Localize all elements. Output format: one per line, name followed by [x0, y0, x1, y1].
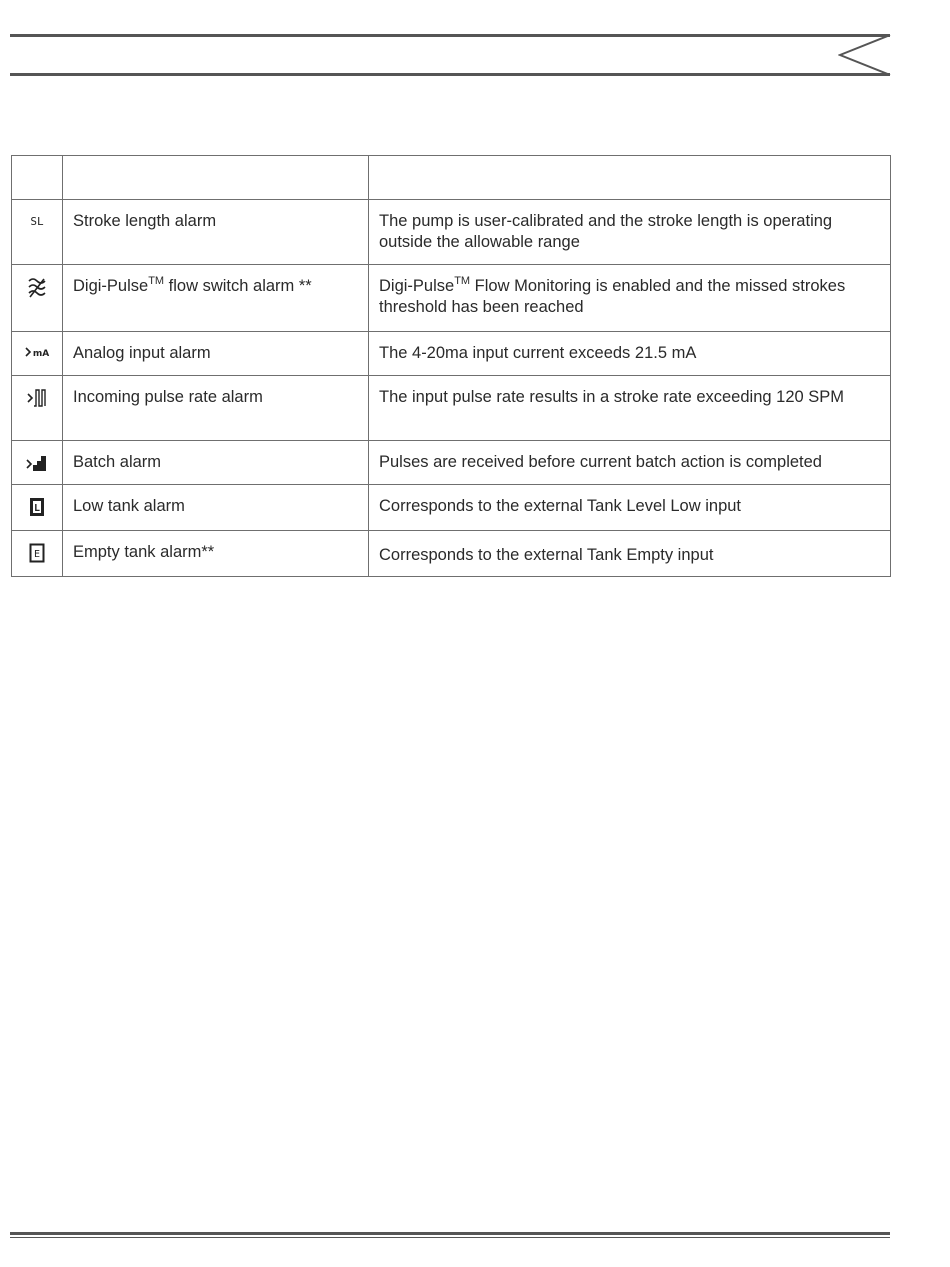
alarm-description-text: Digi-Pulse	[379, 277, 455, 295]
header-icon-column	[12, 156, 63, 200]
alarm-name-cell	[63, 265, 369, 332]
alarm-name	[63, 531, 368, 563]
flow-switch-icon	[26, 277, 48, 299]
trademark-mark: TM	[148, 275, 165, 287]
pulse-rate-icon	[26, 388, 48, 408]
low-tank-icon-text: L	[33, 503, 41, 514]
alarm-name	[63, 332, 368, 364]
icon-cell	[12, 265, 63, 332]
alarm-name	[63, 376, 368, 408]
alarm-name-text: Incoming pulse rate alarm	[73, 388, 263, 406]
alarm-name-cell	[63, 531, 369, 577]
trademark-mark: TM	[454, 275, 471, 287]
alarm-name-cell	[63, 485, 369, 531]
header-rule-top	[10, 34, 890, 37]
alarm-description-cell	[369, 200, 891, 265]
alarm-description-cell	[369, 265, 891, 332]
stroke-length-icon-text: SL	[30, 215, 44, 228]
icon-cell	[12, 441, 63, 485]
alarm-description-text: The input pulse rate results in a stroke rate exceeding 120 SPM	[379, 388, 845, 406]
alarm-description	[369, 441, 890, 473]
alarm-description-cell	[369, 376, 891, 441]
icon-cell	[12, 332, 63, 376]
alarm-description-cell	[369, 531, 891, 577]
alarm-description	[369, 200, 890, 253]
alarm-name-cell	[63, 200, 369, 265]
low-tank-icon	[29, 497, 45, 517]
table-row	[12, 200, 891, 265]
alarm-name	[63, 265, 368, 297]
empty-tank-icon	[29, 543, 45, 563]
analog-input-icon-text: mA	[32, 349, 50, 359]
alarm-description-cell	[369, 485, 891, 531]
table-row	[12, 441, 891, 485]
alarm-description	[369, 376, 890, 408]
alarm-name-text: Digi-Pulse	[73, 277, 149, 295]
table-row	[12, 485, 891, 531]
batch-icon	[25, 453, 49, 473]
icon-cell	[12, 200, 63, 265]
alarm-description	[369, 332, 890, 364]
alarm-name-text: Low tank alarm	[73, 497, 185, 515]
icon-cell	[12, 485, 63, 531]
alarm-description	[369, 485, 890, 517]
alarm-description-text: Corresponds to the external Tank Empty input	[379, 546, 714, 564]
alarm-name-cell	[63, 441, 369, 485]
alarm-name-text: Empty tank alarm**	[73, 543, 215, 561]
alarm-table	[11, 155, 891, 577]
table-row	[12, 265, 891, 332]
alarm-name	[63, 485, 368, 517]
alarm-name-suffix: flow switch alarm **	[164, 277, 312, 295]
alarm-description-text: Pulses are received before current batch action is completed	[379, 453, 822, 471]
alarm-name	[63, 441, 368, 473]
stroke-length-icon	[26, 212, 48, 230]
alarm-description-cell	[369, 441, 891, 485]
header-tab-chevron	[838, 34, 892, 76]
alarm-description-text: Corresponds to the external Tank Level Low input	[379, 497, 742, 515]
alarm-name-cell	[63, 376, 369, 441]
alarm-description-cell	[369, 332, 891, 376]
alarm-name-text: Analog input alarm	[73, 344, 211, 362]
alarm-description-text: The 4-20ma input current exceeds 21.5 mA	[379, 344, 697, 362]
table-row	[12, 376, 891, 441]
alarm-description	[369, 531, 890, 566]
alarm-description-suffix: Flow Monitoring is enabled and the missed strokes threshold has been reached	[379, 277, 846, 316]
analog-input-icon	[24, 344, 50, 360]
header-alarm-column	[63, 156, 369, 200]
alarm-name	[63, 200, 368, 232]
table-header-row	[12, 156, 891, 200]
alarm-name-text: Batch alarm	[73, 453, 162, 471]
footer-rule-thin	[10, 1237, 890, 1238]
alarm-description	[369, 265, 890, 318]
table-row	[12, 332, 891, 376]
header-description-column	[369, 156, 891, 200]
empty-tank-icon-text: E	[33, 549, 41, 560]
icon-cell	[12, 376, 63, 441]
alarm-description-text: The pump is user-calibrated and the stroke length is operating outside the allowable range	[379, 212, 833, 251]
alarm-name-cell	[63, 332, 369, 376]
header-rule-bottom	[10, 73, 890, 76]
table-row	[12, 531, 891, 577]
alarm-name-text: Stroke length alarm	[73, 212, 217, 230]
icon-cell	[12, 531, 63, 577]
footer-rule-thick	[10, 1232, 890, 1235]
